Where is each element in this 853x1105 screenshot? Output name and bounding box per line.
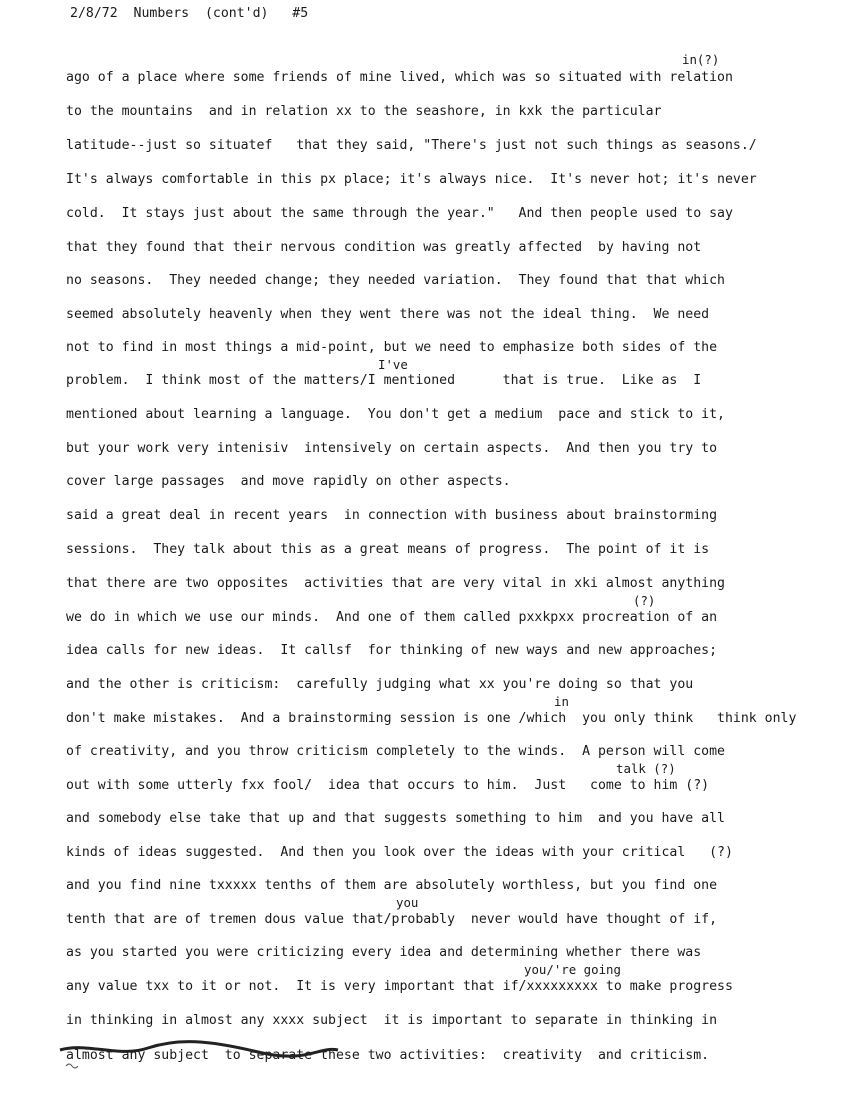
text-line: of creativity, and you throw criticism completely to the winds. A person will come xyxy=(66,744,725,759)
page-header: 2/8/72 Numbers (cont'd) #5 xyxy=(70,6,309,21)
handwritten-insertion: (?) xyxy=(633,593,656,608)
handwritten-insertion: you/'re going xyxy=(524,962,621,977)
text-line: latitude--just so situatef that they said, "There's just not such things as seasons./ xyxy=(66,138,757,153)
text-line: not to find in most things a mid-point, but we need to emphasize both sides of the xyxy=(66,340,718,355)
text-line: and somebody else take that up and that suggests something to him and you have all xyxy=(66,811,725,826)
text-line: cover large passages and move rapidly on other aspects. xyxy=(66,474,511,489)
text-line: cold. It stays just about the same through the year." And then people used to say xyxy=(66,206,733,221)
handwritten-insertion: talk (?) xyxy=(616,761,676,776)
text-line: kinds of ideas suggested. And then you look over the ideas with your critical (?) xyxy=(66,845,733,860)
text-line: It's always comfortable in this px place; it's always nice. It's never hot; it's never xyxy=(66,172,757,187)
text-line: problem. I think most of the matters/I mentioned that is true. Like as I xyxy=(66,373,702,388)
text-line: but your work very intenisiv intensively on certain aspects. And then you try to xyxy=(66,441,718,456)
text-line: that there are two opposites activities that are very vital in xki almost anything xyxy=(66,576,725,591)
text-line: mentioned about learning a language. You don't get a medium pace and stick to it, xyxy=(66,407,725,422)
text-line: ago of a place where some friends of mine lived, which was so situated with relation xyxy=(66,70,733,85)
strikethrough-scribble xyxy=(58,1036,358,1076)
text-line: don't make mistakes. And a brainstorming session is one /which you only think think only xyxy=(66,711,797,726)
text-line: tenth that are of tremen dous value that/probably never would have thought of if, xyxy=(66,912,718,927)
text-line: as you started you were criticizing every idea and determining whether there was xyxy=(66,945,702,960)
text-line: that they found that their nervous condition was greatly affected by having not xyxy=(66,240,702,255)
text-line: any value txx to it or not. It is very important that if/xxxxxxxxx to make progress xyxy=(66,979,733,994)
text-line: and the other is criticism: carefully judging what xx you're doing so that you xyxy=(66,677,694,692)
text-line: and you find nine txxxxx tenths of them are absolutely worthless, but you find one xyxy=(66,878,718,893)
text-line: seemed absolutely heavenly when they went there was not the ideal thing. We need xyxy=(66,307,710,322)
handwritten-insertion: I've xyxy=(378,357,408,372)
text-line: idea calls for new ideas. It callsf for thinking of new ways and new approaches; xyxy=(66,643,718,658)
text-line: sessions. They talk about this as a great means of progress. The point of it is xyxy=(66,542,710,557)
text-line: to the mountains and in relation xx to the seashore, in kxk the particular xyxy=(66,104,662,119)
text-line: almost any subject to separate these two activities: creativity and criticism. xyxy=(66,1048,710,1063)
handwritten-insertion: in xyxy=(554,694,569,709)
text-line: we do in which we use our minds. And one of them called pxxkpxx procreation of an xyxy=(66,610,718,625)
handwritten-insertion: in(?) xyxy=(682,52,720,67)
text-line: in thinking in almost any xxxx subject it is important to separate in thinking in xyxy=(66,1013,718,1028)
text-line: out with some utterly fxx fool/ idea that occurs to him. Just come to him (?) xyxy=(66,778,710,793)
handwritten-insertion: you xyxy=(396,895,419,910)
text-line: said a great deal in recent years in connection with business about brainstorming xyxy=(66,508,718,523)
text-line: no seasons. They needed change; they needed variation. They found that that which xyxy=(66,273,725,288)
